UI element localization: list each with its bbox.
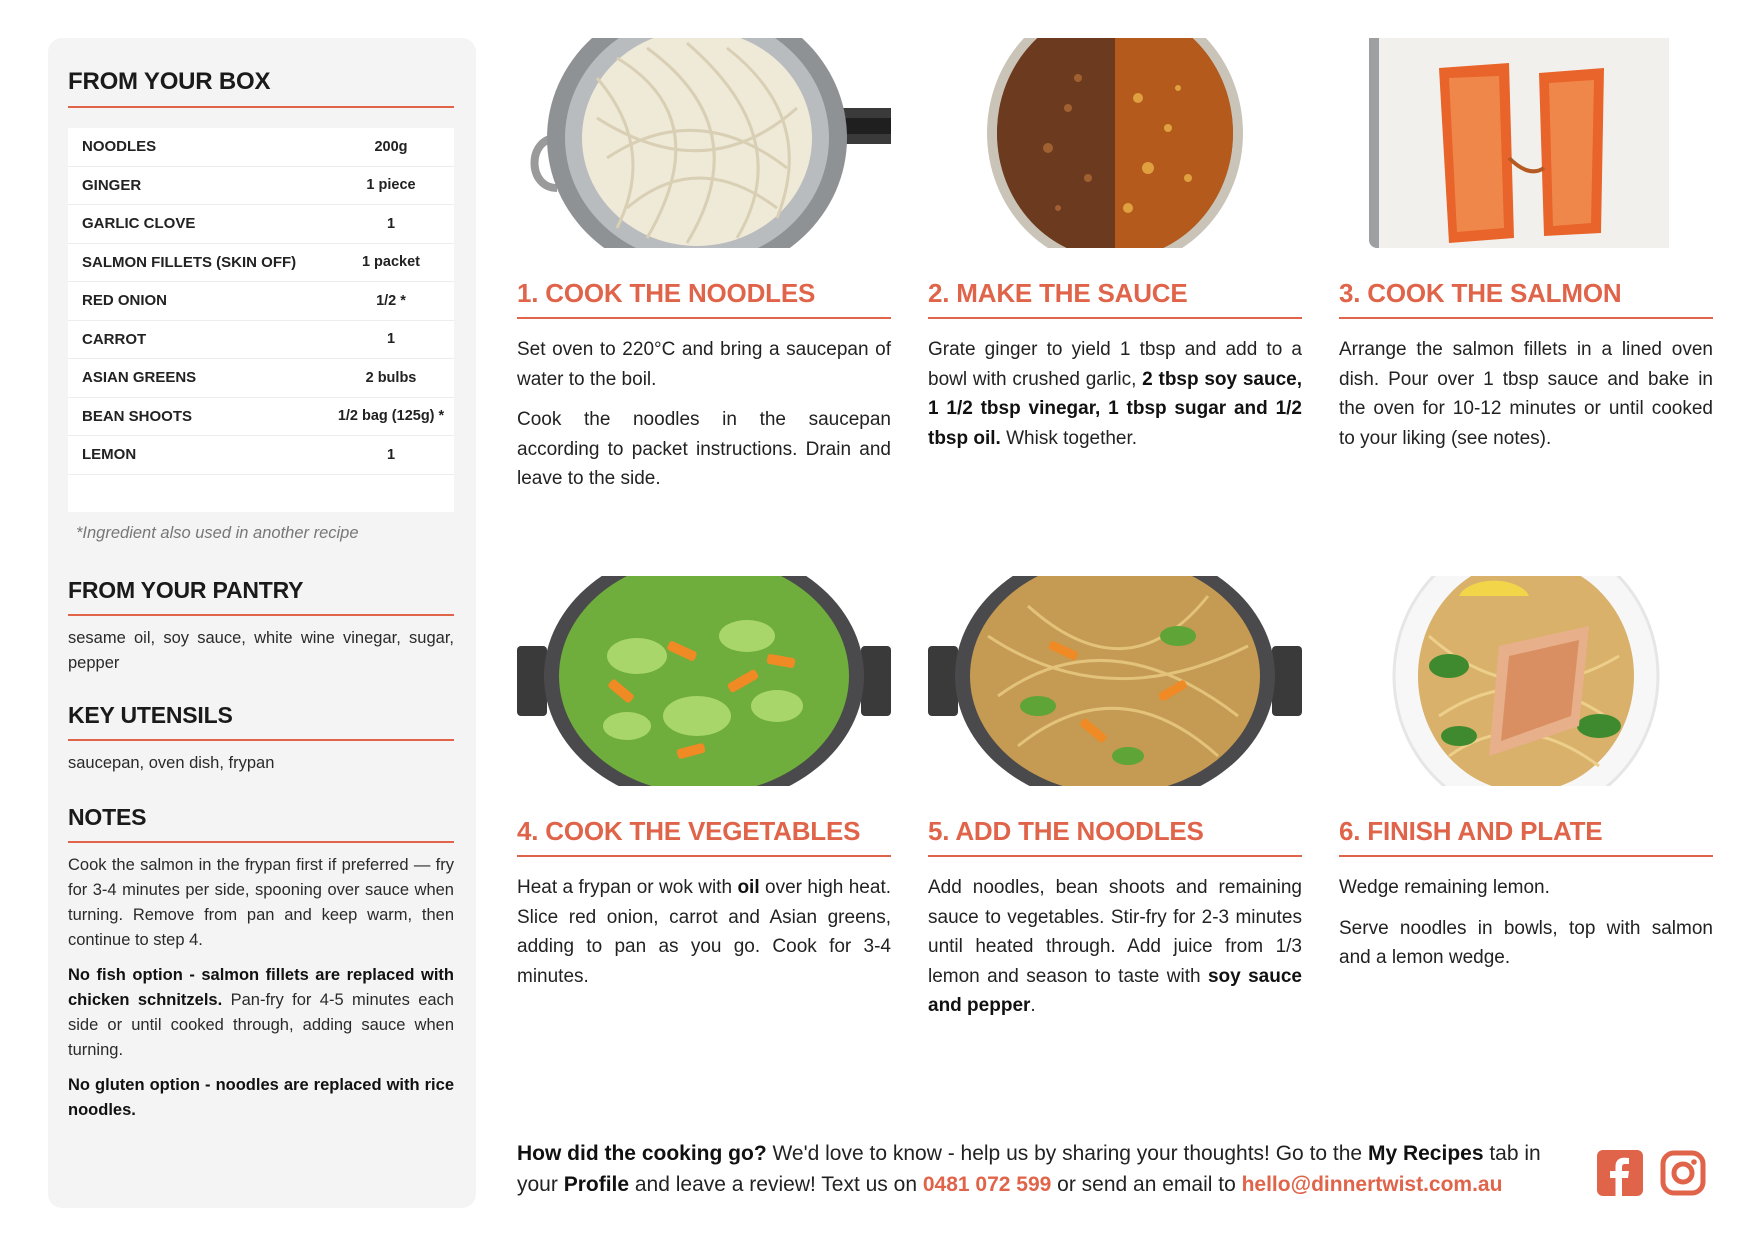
ingredient-name: GARLIC CLOVE [82, 215, 196, 233]
step-text-part: over high heat. Slice red onion, carrot and Asian greens, adding to pan as you go. Cook for 3-4 minutes. [517, 877, 891, 987]
step-text [928, 873, 1302, 1021]
step-6 [1339, 576, 1713, 973]
box-heading: FROM YOUR BOX [68, 68, 454, 108]
step-text [1339, 873, 1713, 973]
footer-text: tab in your [517, 1142, 1541, 1196]
notes-paragraph: Cook the salmon in the frypan first if preferred — fry for 3-4 minutes per side, spooning over sauce when turning. Remove from pan and keep warm, then continue to step 4. [68, 855, 454, 949]
notes-paragraph [68, 963, 454, 1063]
table-row [68, 321, 454, 360]
notes-bold: No gluten option - noodles are replaced with rice noodles. [68, 1075, 454, 1119]
my-recipes-link[interactable]: My Recipes [1367, 1142, 1484, 1165]
profile-link[interactable]: Profile [563, 1173, 630, 1196]
step-text-bold: soy sauce and pepper [928, 965, 1302, 1016]
table-row [68, 128, 454, 167]
utensils-section [68, 702, 454, 776]
step-5 [928, 576, 1302, 1021]
step-text-bold: 2 tbsp soy sauce, 1 1/2 tbsp vinegar, 1 tbsp sugar and 1/2 tbsp oil. [928, 368, 1302, 449]
step-text [928, 335, 1302, 453]
instagram-icon[interactable] [1660, 1150, 1706, 1196]
ingredient-qty: 1/2 bag (125g) * [337, 408, 445, 425]
ingredient-name: ASIAN GREENS [82, 369, 197, 387]
salmon-tray-photo [1339, 38, 1713, 248]
notes-heading: NOTES [68, 804, 454, 843]
step-3 [1339, 38, 1713, 453]
footer-question: How did the cooking go? [517, 1142, 767, 1165]
step-text-bold: oil [737, 877, 760, 898]
footer-text: We'd love to know - help us by sharing your thoughts! Go to the [766, 1142, 1368, 1165]
ingredient-qty: 1 packet [361, 254, 421, 271]
ingredient-name: SALMON FILLETS (SKIN OFF) [82, 253, 297, 271]
ingredient-qty: 200g [374, 138, 408, 155]
step-paragraph: Set oven to 220°C and bring a saucepan of water to the boil. [517, 339, 891, 390]
table-row [68, 282, 454, 321]
ingredient-qty: 2 bulbs [365, 369, 417, 386]
step-title: 2. MAKE THE SAUCE [928, 278, 1302, 319]
email-link[interactable]: hello@dinnertwist.com.au [1241, 1173, 1503, 1196]
notes-paragraph [68, 1073, 454, 1123]
step-paragraph: Arrange the salmon fillets in a lined oven dish. Pour over 1 tbsp sauce and bake in the oven for 10-12 minutes or until cooked to your liking (see notes). [1339, 339, 1713, 449]
footer-text: or send an email to [1051, 1173, 1242, 1196]
step-text-part: Grate ginger to yield 1 tbsp and add to a bowl with crushed garlic, [928, 339, 1302, 390]
pantry-section [68, 577, 454, 676]
step-text [517, 873, 891, 991]
review-footer [517, 1138, 1577, 1200]
ingredient-name: GINGER [82, 176, 142, 194]
step-title: 4. COOK THE VEGETABLES [517, 816, 891, 857]
ingredient-name: NOODLES [82, 138, 157, 156]
step-text-part: . [1030, 995, 1036, 1016]
step-paragraph: Serve noodles in bowls, top with salmon and a lemon wedge. [1339, 917, 1713, 968]
noodle-stirfry-photo [928, 576, 1302, 786]
ingredient-qty: 1 piece [366, 177, 416, 194]
ingredient-qty: 1 [386, 215, 396, 232]
ingredient-qty: 1 [386, 331, 396, 348]
sauce-bowl-photo [928, 38, 1302, 248]
step-paragraph [517, 873, 891, 991]
facebook-icon[interactable] [1597, 1150, 1643, 1196]
table-row [68, 244, 454, 283]
step-text-part: Heat a frypan or wok with [517, 877, 738, 898]
footer-text: and leave a review! Text us on [629, 1173, 923, 1196]
step-title: 5. ADD THE NOODLES [928, 816, 1302, 857]
step-1 [517, 38, 891, 494]
ingredients-table [68, 128, 454, 512]
pantry-text: sesame oil, soy sauce, white wine vinegar, sugar, pepper [68, 628, 454, 672]
notes-bold: No fish option - salmon fillets are replaced with chicken schnitzels. [68, 965, 454, 1009]
table-row [68, 167, 454, 206]
ingredient-qty: 1 [386, 446, 396, 463]
pantry-heading: FROM YOUR PANTRY [68, 577, 454, 616]
ingredient-qty: 1/2 * [376, 292, 406, 309]
utensils-heading: KEY UTENSILS [68, 702, 454, 741]
step-paragraph [928, 335, 1302, 453]
ingredient-name: BEAN SHOOTS [82, 407, 193, 425]
table-spacer [68, 475, 454, 512]
plated-dish-photo [1339, 576, 1713, 786]
ingredient-footnote: *Ingredient also used in another recipe [76, 523, 359, 542]
step-title: 6. FINISH AND PLATE [1339, 816, 1713, 857]
step-text-part: Whisk together. [1000, 427, 1138, 449]
table-row [68, 359, 454, 398]
phone-link[interactable]: 0481 072 599 [922, 1173, 1052, 1196]
noodles-strainer-photo [517, 38, 891, 248]
ingredient-name: RED ONION [82, 292, 168, 310]
vegetables-frypan-photo [517, 576, 891, 786]
step-title: 1. COOK THE NOODLES [517, 278, 891, 319]
utensils-text: saucepan, oven dish, frypan [68, 753, 275, 772]
step-4 [517, 576, 891, 991]
ingredient-name: LEMON [82, 446, 137, 464]
step-text-part: Add noodles, bean shoots and remaining sauce to vegetables. Stir-fry for 2-3 minutes until heated through. Add juice from 1/3 lemon and season to taste with [928, 877, 1302, 987]
ingredient-name: CARROT [82, 330, 147, 348]
step-text [1339, 335, 1713, 453]
table-row [68, 436, 454, 475]
notes-section [68, 804, 454, 1123]
step-text [517, 335, 891, 494]
table-row [68, 398, 454, 437]
table-row [68, 205, 454, 244]
ingredients-sidebar [48, 38, 476, 1208]
step-paragraph: Wedge remaining lemon. [1339, 877, 1550, 898]
step-paragraph: Cook the noodles in the saucepan according to packet instructions. Drain and leave to the side. [517, 409, 891, 489]
step-2 [928, 38, 1302, 453]
step-paragraph [928, 873, 1302, 1021]
step-title: 3. COOK THE SALMON [1339, 278, 1713, 319]
notes-text: Pan-fry for 4-5 minutes each side or until cooked through, adding sauce when turning. [68, 990, 454, 1059]
